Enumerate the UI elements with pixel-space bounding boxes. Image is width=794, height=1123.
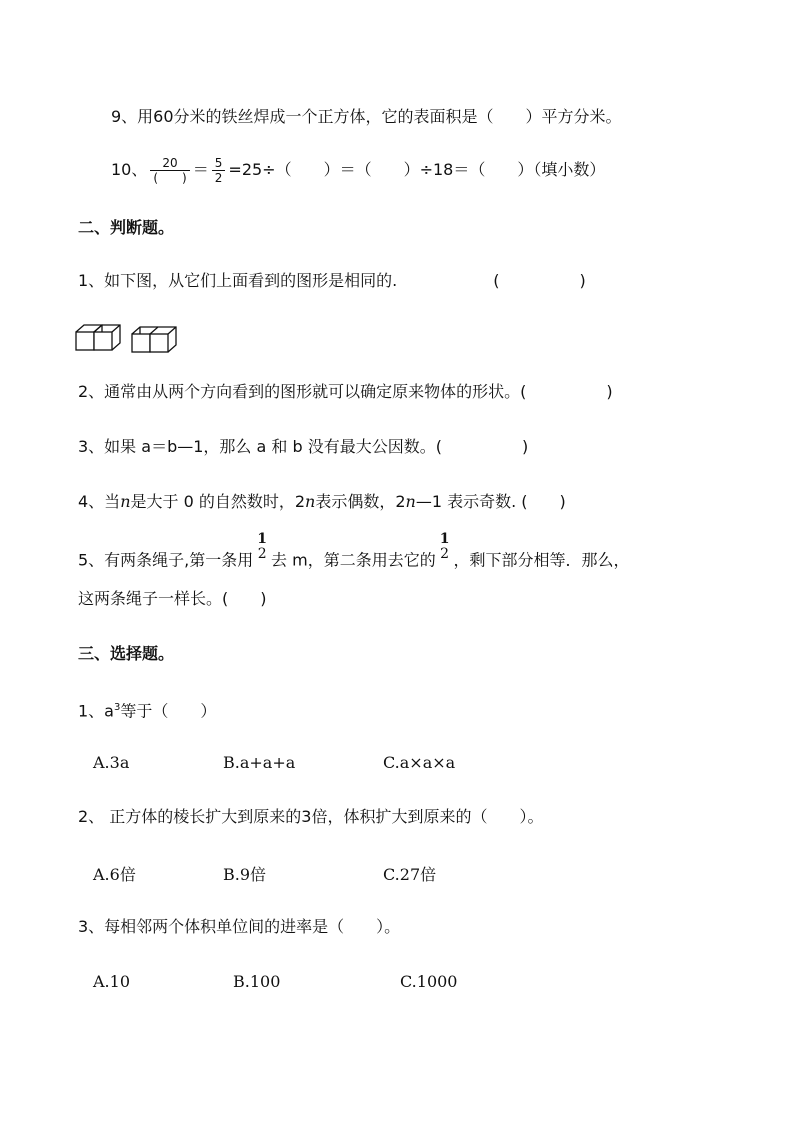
q4-part-b: 是大于 0 的自然数时，2	[130, 492, 306, 511]
q10-frac2-num: 5	[212, 156, 226, 171]
s2-question-5	[78, 531, 630, 576]
s2-question-4	[78, 491, 566, 513]
q10-rest: =25÷（ ）＝（ ）÷18＝（ ）（填小数）	[228, 160, 606, 179]
q4-part-d: —1 表示奇数. ( )	[415, 492, 566, 511]
q5-fraction-1	[257, 532, 267, 562]
cubes-figure	[74, 320, 186, 356]
s3-q3-option-b: B.100	[233, 972, 281, 991]
q1-part-b: 等于（ ）	[120, 701, 217, 721]
s3-q2-option-a: A.6倍	[93, 865, 136, 884]
s3-question-3: 3、每相邻两个体积单位间的进率是（ ）。	[78, 917, 401, 936]
q5-frac1-den: 2	[257, 546, 267, 562]
q4-part-c: 表示偶数，2	[315, 492, 406, 511]
section-2-title: 二、判断题。	[78, 218, 175, 237]
q10-frac1-num: 20	[150, 156, 189, 171]
q10-frac2-den: 2	[214, 171, 223, 185]
s3-q1-option-a: A.3a	[93, 753, 130, 772]
s3-question-1	[78, 697, 216, 722]
s2-question-1: 1、如下图，从它们上面看到的图形是相同的. ( )	[78, 271, 586, 290]
q5-frac1-num: 1	[257, 531, 268, 547]
s3-q3-option-c: C.1000	[400, 972, 458, 991]
s3-question-2: 2、 正方体的棱长扩大到原来的3倍，体积扩大到原来的（ ）。	[78, 807, 544, 826]
question-10	[111, 156, 605, 185]
question-9: 9、用60分米的铁丝焊成一个正方体，它的表面积是（ ）平方分米。	[111, 107, 622, 126]
q4-var-n-1: n	[120, 492, 131, 511]
section-3-title: 三、选择题。	[78, 644, 175, 663]
q10-eq: ＝	[192, 160, 209, 179]
s3-q3-option-a: A.10	[93, 972, 130, 991]
q5-fraction-2	[440, 532, 450, 562]
q4-part-a: 4、当	[78, 492, 121, 511]
q5-part-a: 5、有两条绳子,第一条用	[78, 550, 254, 570]
q10-fraction-2	[212, 156, 226, 185]
s2-question-2: 2、通常由从两个方向看到的图形就可以确定原来物体的形状。( )	[78, 382, 613, 401]
q10-prefix: 10、	[111, 160, 148, 179]
s2-question-3: 3、如果 a＝b—1，那么 a 和 b 没有最大公因数。( )	[78, 437, 529, 456]
q1-exponent: 3	[114, 702, 121, 713]
s3-q2-option-c: C.27倍	[383, 865, 437, 884]
q10-fraction-1	[150, 156, 189, 185]
q4-var-n-2: n	[305, 492, 316, 511]
q1-part-a: 1、a	[78, 701, 114, 721]
q4-var-n-3: n	[405, 492, 416, 511]
s3-q2-option-b: B.9倍	[223, 865, 267, 884]
s2-question-5-line-2: 这两条绳子一样长。( )	[78, 589, 267, 608]
s3-q1-option-b: B.a+a+a	[223, 753, 296, 772]
s3-q1-option-c: C.a×a×a	[383, 753, 456, 772]
q5-part-c: ，剩下部分相等．那么，	[453, 550, 630, 570]
q5-part-b: 去 m，第二条用去它的	[271, 550, 436, 570]
q10-frac1-den: ( )	[153, 171, 187, 185]
q5-frac2-den: 2	[440, 546, 450, 562]
q5-frac2-num: 1	[439, 531, 450, 547]
